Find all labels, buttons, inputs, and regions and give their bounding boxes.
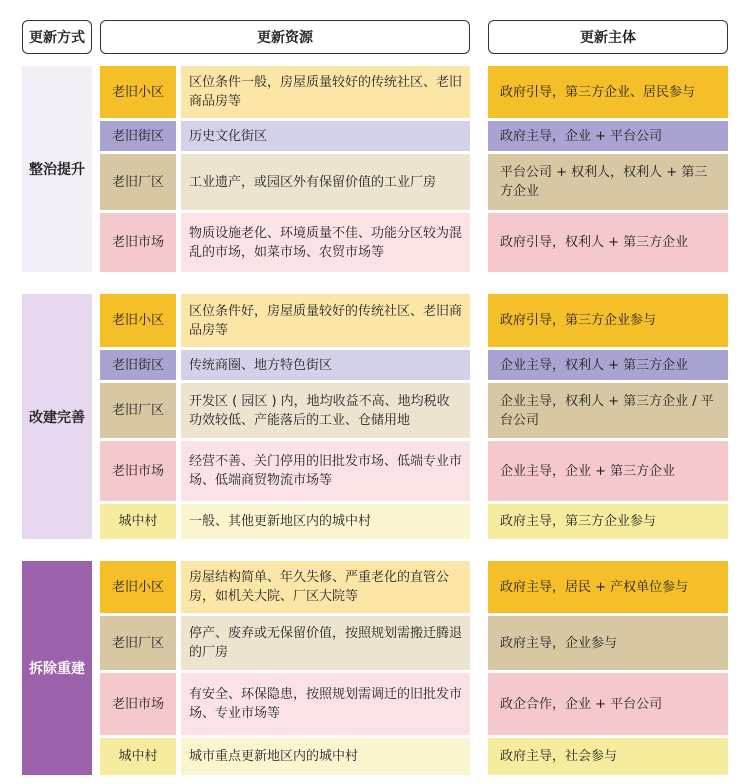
subject-cell: 政府主导，社会参与: [488, 738, 728, 775]
resource-cell: 城市重点更新地区内的城中村: [181, 738, 470, 775]
type-cell: 老旧厂区: [100, 154, 176, 210]
group-label-improve: 改建完善: [22, 294, 92, 539]
type-cell: 老旧小区: [100, 561, 176, 613]
type-cell: 老旧小区: [100, 66, 176, 118]
type-cell: 老旧厂区: [100, 616, 176, 670]
type-cell: 老旧街区: [100, 121, 176, 151]
resource-cell: 传统商圈、地方特色街区: [181, 350, 470, 380]
type-cell: 城中村: [100, 504, 176, 539]
subject-cell: 政府主导，企业参与: [488, 616, 728, 670]
header-subject: 更新主体: [488, 20, 728, 54]
subject-cell: 平台公司 + 权利人，权利人 + 第三方企业: [488, 154, 728, 210]
resource-cell: 房屋结构简单、年久失修、严重老化的直管公房，如机关大院、厂区大院等: [181, 561, 470, 613]
resource-cell: 区位条件一般，房屋质量较好的传统社区、老旧商品房等: [181, 66, 470, 118]
group-label-rebuild: 拆除重建: [22, 561, 92, 775]
resource-cell: 开发区 ( 园区 ) 内，地均收益不高、地均税收功效较低、产能落后的工业、仓储用地: [181, 383, 470, 438]
type-cell: 老旧厂区: [100, 383, 176, 438]
resource-cell: 停产、废弃或无保留价值，按照规划需搬迁腾退的厂房: [181, 616, 470, 670]
type-cell: 老旧市场: [100, 673, 176, 735]
resource-cell: 经营不善、关门停用的旧批发市场、低端专业市场、低端商贸物流市场等: [181, 441, 470, 501]
subject-cell: 企业主导，权利人 + 第三方企业: [488, 350, 728, 380]
type-cell: 城中村: [100, 738, 176, 775]
subject-cell: 政府主导，企业 + 平台公司: [488, 121, 728, 151]
header-method: 更新方式: [22, 20, 92, 54]
resource-cell: 工业遗产，或园区外有保留价值的工业厂房: [181, 154, 470, 210]
resource-cell: 区位条件好，房屋质量较好的传统社区、老旧商品房等: [181, 294, 470, 347]
group-label-renovate: 整治提升: [22, 66, 92, 272]
subject-cell: 政府引导，权利人 + 第三方企业: [488, 213, 728, 272]
subject-cell: 政府主导，第三方企业参与: [488, 504, 728, 539]
subject-cell: 政企合作，企业 + 平台公司: [488, 673, 728, 735]
subject-cell: 政府引导，第三方企业、居民参与: [488, 66, 728, 118]
resource-cell: 历史文化街区: [181, 121, 470, 151]
resource-cell: 物质设施老化、环境质量不佳、功能分区较为混乱的市场，如菜市场、农贸市场等: [181, 213, 470, 272]
resource-cell: 有安全、环保隐患，按照规划需调迁的旧批发市场、专业市场等: [181, 673, 470, 735]
subject-cell: 企业主导，企业 + 第三方企业: [488, 441, 728, 501]
type-cell: 老旧小区: [100, 294, 176, 347]
type-cell: 老旧市场: [100, 441, 176, 501]
type-cell: 老旧市场: [100, 213, 176, 272]
subject-cell: 政府引导，第三方企业参与: [488, 294, 728, 347]
subject-cell: 企业主导，权利人 + 第三方企业 / 平台公司: [488, 383, 728, 438]
subject-cell: 政府主导，居民 + 产权单位参与: [488, 561, 728, 613]
type-cell: 老旧街区: [100, 350, 176, 380]
resource-cell: 一般、其他更新地区内的城中村: [181, 504, 470, 539]
header-resource: 更新资源: [100, 20, 470, 54]
